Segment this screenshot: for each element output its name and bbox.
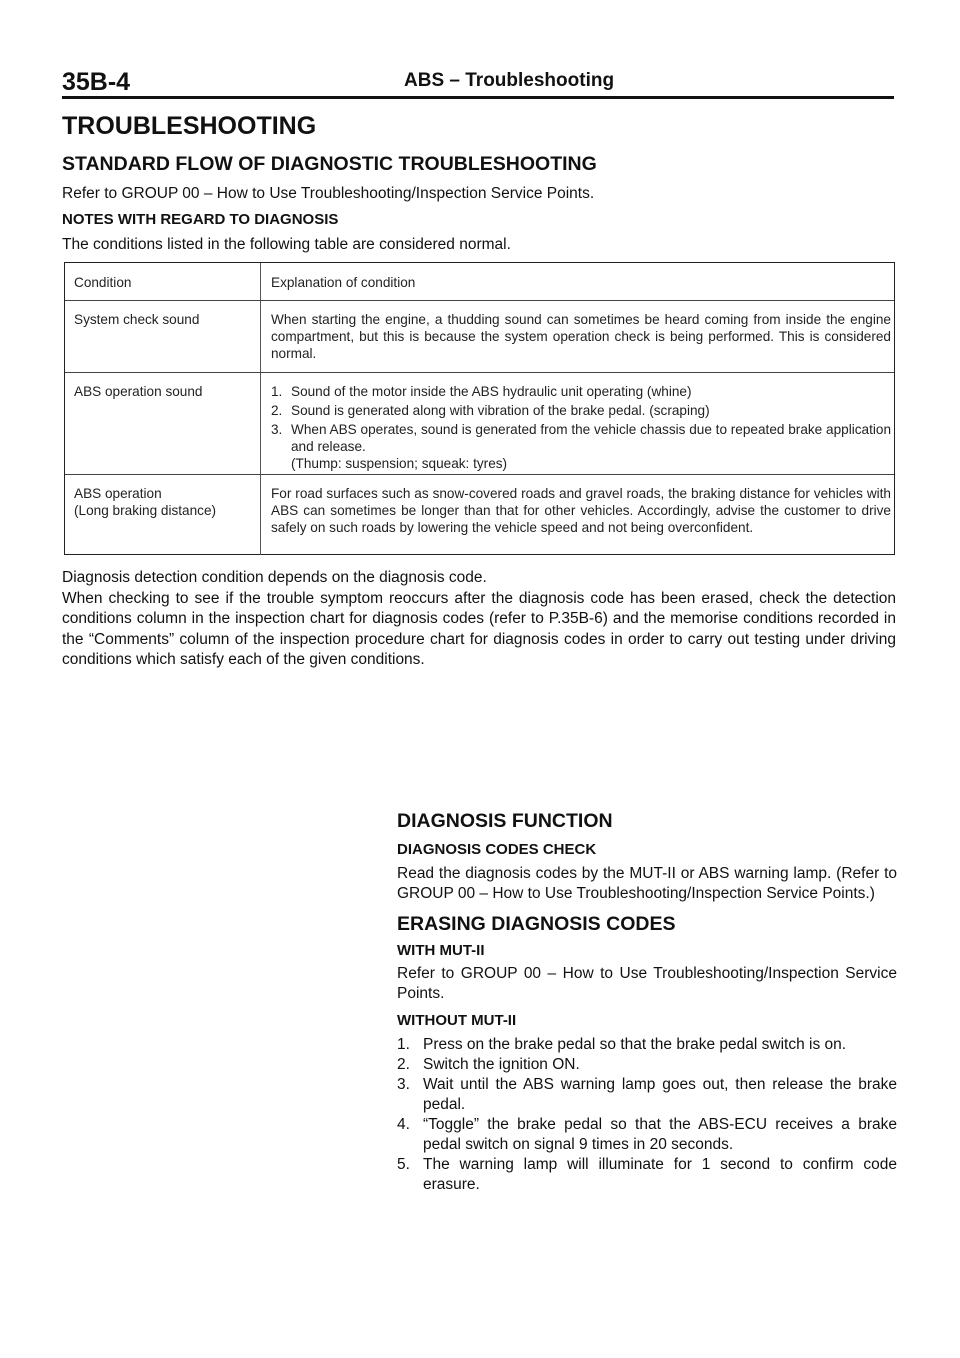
row-explanation-list [271,383,891,474]
standard-flow-heading: STANDARD FLOW OF DIAGNOSTIC TROUBLESHOOTING [62,153,597,175]
list-item: 1. Press on the brake pedal so that the brake pedal switch is on. [397,1036,847,1053]
table-row [65,301,894,373]
right-column [397,810,897,1195]
list-item: 5. The warning lamp will illuminate for 1 second to confirm code erasure. [397,1156,897,1193]
row-condition: ABS operation sound [74,384,203,399]
diagnosis-function-heading: DIAGNOSIS FUNCTION [397,810,613,832]
table-row [65,475,894,555]
page-header [62,68,894,96]
header-condition: Condition [74,275,132,290]
section-title: ABS – Troubleshooting [404,70,615,91]
row-explanation: When starting the engine, a thudding sound can sometimes be heard coming from inside the engine compartment, but this is because the system operation check is being performed. This is considered normal. [271,312,891,361]
notes-heading: NOTES WITH REGARD TO DIAGNOSIS [62,211,339,228]
codes-check-heading: DIAGNOSIS CODES CHECK [397,841,597,858]
list-item: 2. Switch the ignition ON. [397,1056,580,1073]
standard-flow-reference: Refer to GROUP 00 – How to Use Troubleshooting/Inspection Service Points. [62,185,595,202]
table-header-row [65,263,894,301]
with-mut-heading: WITH MUT-II [397,942,485,959]
list-item: 2. Sound is generated along with vibration of the brake pedal. (scraping) [271,403,710,418]
table-row [65,373,894,475]
codes-check-text: Read the diagnosis codes by the MUT-II or ABS warning lamp. (Refer to GROUP 00 – How to Use Troubleshooting/Inspection Service Points.) [397,865,897,902]
diagnosis-paragraph [62,568,896,671]
erasing-steps [397,1035,897,1195]
diagnosis-line1: Diagnosis detection condition depends on the diagnosis code. [62,569,487,586]
row-explanation: For road surfaces such as snow-covered roads and gravel roads, the braking distance for vehicles with ABS can sometimes be longer than that for other vehicles. Accordingly, advise the customer to drive safely on such roads by lowering the vehicle speed and not being overconfident. [271,486,891,535]
diagnosis-body: When checking to see if the trouble symptom reoccurs after the diagnosis code has been erased, check the detection conditions column in the inspection chart for diagnosis codes (refer to P.35B-6) and the memorise conditions recorded in the “Comments” column of the inspection procedure chart for diagnosis codes in order to carry out testing under driving conditions which satisfy each of the given conditions. [62,589,896,668]
conditions-table [64,262,895,555]
with-mut-text: Refer to GROUP 00 – How to Use Troubleshooting/Inspection Service Points. [397,965,897,1002]
header-explanation: Explanation of condition [271,275,416,290]
erasing-heading: ERASING DIAGNOSIS CODES [397,913,676,935]
page-title: TROUBLESHOOTING [62,112,317,140]
list-item: 3. Wait until the ABS warning lamp goes out, then release the brake pedal. [397,1076,897,1113]
list-item: 3. When ABS operates, sound is generated from the vehicle chassis due to repeated brake application and release. [271,422,892,454]
list-item: 4. “Toggle” the brake pedal so that the ABS-ECU receives a brake pedal switch on signal 9 times in 20 seconds. [397,1116,897,1153]
list-item: 1. Sound of the motor inside the ABS hydraulic unit operating (whine) [271,384,692,399]
row-condition: ABS operation (Long braking distance) [74,486,217,518]
page-number: 35B-4 [62,68,131,96]
header-rule [62,96,894,99]
without-mut-heading: WITHOUT MUT-II [397,1012,517,1029]
list-item: (Thump: suspension; squeak: tyres) [291,456,508,471]
row-condition: System check sound [74,312,200,327]
notes-intro: The conditions listed in the following table are considered normal. [62,236,511,253]
